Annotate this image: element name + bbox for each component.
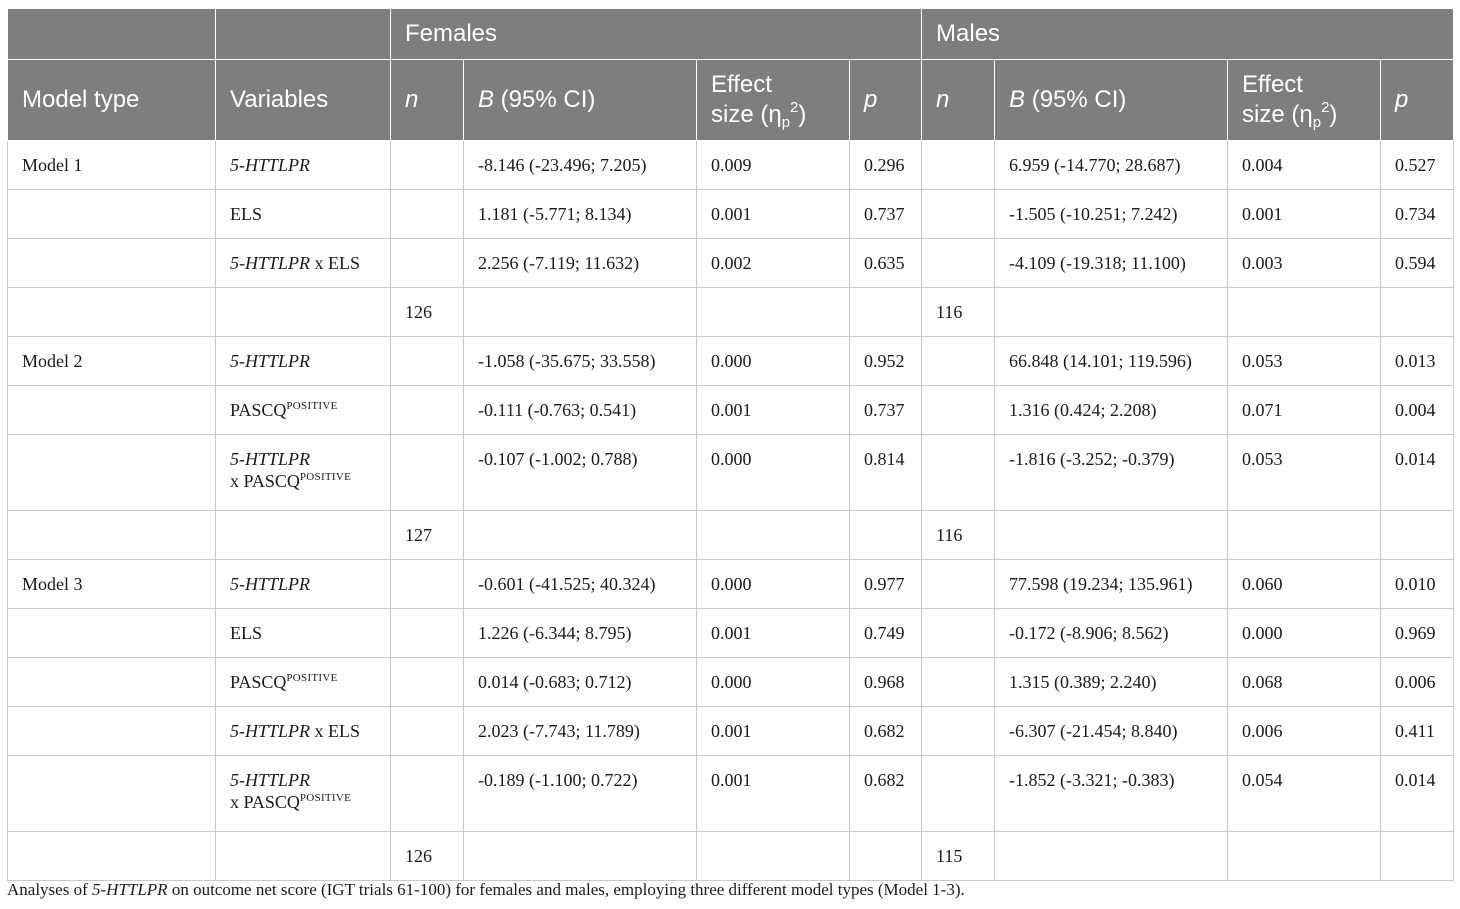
variable-cell: [216, 609, 391, 658]
table-row-n: [8, 832, 1454, 881]
variable-gene: 5-HTTLPR: [230, 574, 311, 594]
header-group-row: [8, 9, 1454, 60]
b-males-cell: -0.172 (-8.906; 8.562): [995, 609, 1228, 658]
model-type-cell: [8, 288, 216, 337]
variable-pascq: PASCQ: [243, 792, 300, 812]
effect-females-cell: 0.002: [697, 239, 850, 288]
p-males-cell: 0.594: [1381, 239, 1454, 288]
effect-females-cell: 0.001: [697, 756, 850, 832]
effect-females-cell: 0.001: [697, 707, 850, 756]
n-females-cell: [391, 141, 464, 190]
b-males-cell: -1.505 (-10.251; 7.242): [995, 190, 1228, 239]
table-row: [8, 756, 1454, 832]
variable-x-els: x ELS: [310, 253, 361, 273]
effect-females-cell: 0.000: [697, 560, 850, 609]
n-males-cell: 115: [922, 832, 995, 881]
header-males: Males: [922, 9, 1454, 60]
b-females-cell: [464, 832, 697, 881]
table-header: [8, 9, 1454, 141]
p-males-cell: 0.411: [1381, 707, 1454, 756]
effect-males-cell: 0.004: [1228, 141, 1381, 190]
b-females-cell: -0.107 (-1.002; 0.788): [464, 435, 697, 511]
variable-cell: [216, 337, 391, 386]
variable-pascq-sup: POSITIVE: [286, 400, 338, 412]
model-type-cell: [8, 832, 216, 881]
header-b-males: [995, 60, 1228, 141]
n-females-cell: [391, 609, 464, 658]
header-effect-close: ): [1329, 101, 1338, 128]
n-females-cell: [391, 239, 464, 288]
header-n-label: n: [936, 86, 950, 113]
header-p-label: p: [1395, 86, 1409, 113]
table-row-n: [8, 288, 1454, 337]
variable-els: ELS: [230, 623, 263, 643]
effect-males-cell: 0.068: [1228, 658, 1381, 707]
effect-males-cell: 0.060: [1228, 560, 1381, 609]
variable-cell: [216, 560, 391, 609]
variable-x-prefix: x: [230, 471, 244, 491]
n-females-cell: [391, 560, 464, 609]
header-p-males: [1381, 60, 1454, 141]
header-effect-sub: p: [1312, 114, 1322, 131]
p-females-cell: 0.952: [850, 337, 922, 386]
b-males-cell: 66.848 (14.101; 119.596): [995, 337, 1228, 386]
header-effect-line2: size (η: [1242, 101, 1313, 128]
results-table-container: [7, 8, 1453, 881]
b-females-cell: -8.146 (-23.496; 7.205): [464, 141, 697, 190]
variable-x-els: x ELS: [310, 721, 361, 741]
p-males-cell: 0.013: [1381, 337, 1454, 386]
header-effect-line2: size (η: [711, 101, 782, 128]
variable-gene: 5-HTTLPR: [230, 770, 311, 790]
effect-males-cell: [1228, 288, 1381, 337]
effect-males-cell: 0.054: [1228, 756, 1381, 832]
effect-males-cell: 0.001: [1228, 190, 1381, 239]
n-males-cell: [922, 141, 995, 190]
p-females-cell: 0.682: [850, 756, 922, 832]
p-males-cell: [1381, 511, 1454, 560]
variable-pascq: PASCQ: [230, 672, 287, 692]
n-males-cell: 116: [922, 288, 995, 337]
variable-gene: 5-HTTLPR: [230, 721, 311, 741]
header-effect-males: [1228, 60, 1381, 141]
b-females-cell: 1.181 (-5.771; 8.134): [464, 190, 697, 239]
variable-els: ELS: [230, 204, 263, 224]
variable-cell: [216, 288, 391, 337]
variable-pascq-sup: POSITIVE: [299, 471, 352, 483]
b-females-cell: 2.256 (-7.119; 11.632): [464, 239, 697, 288]
table-row: [8, 386, 1454, 435]
effect-females-cell: 0.001: [697, 386, 850, 435]
model-type-cell: [8, 756, 216, 832]
header-effect-sub: p: [781, 114, 791, 131]
variable-cell: [216, 190, 391, 239]
table-row: [8, 337, 1454, 386]
n-females-cell: [391, 756, 464, 832]
effect-females-cell: 0.000: [697, 337, 850, 386]
header-column-row: [8, 60, 1454, 141]
variable-cell: [216, 511, 391, 560]
variable-cell: [216, 435, 391, 511]
variable-gene: 5-HTTLPR: [230, 155, 311, 175]
n-males-cell: [922, 658, 995, 707]
header-effect-sup: 2: [790, 99, 799, 116]
model-type-cell: [8, 658, 216, 707]
results-table: [7, 8, 1454, 881]
b-males-cell: [995, 511, 1228, 560]
header-p-females: [850, 60, 922, 141]
effect-females-cell: 0.001: [697, 609, 850, 658]
n-males-cell: [922, 560, 995, 609]
effect-females-cell: [697, 511, 850, 560]
header-effect-close: ): [798, 101, 807, 128]
effect-females-cell: [697, 288, 850, 337]
model-type-cell: Model 2: [8, 337, 216, 386]
p-females-cell: [850, 832, 922, 881]
b-males-cell: 77.598 (19.234; 135.961): [995, 560, 1228, 609]
variable-gene: 5-HTTLPR: [230, 449, 311, 469]
effect-males-cell: 0.003: [1228, 239, 1381, 288]
variable-cell: [216, 707, 391, 756]
header-blank-cell: [8, 9, 216, 60]
header-n-males: [922, 60, 995, 141]
n-males-cell: [922, 386, 995, 435]
header-n-females: [391, 60, 464, 141]
model-type-cell: [8, 609, 216, 658]
n-females-cell: 126: [391, 832, 464, 881]
n-females-cell: [391, 435, 464, 511]
p-males-cell: 0.014: [1381, 756, 1454, 832]
variable-cell: [216, 239, 391, 288]
n-females-cell: [391, 707, 464, 756]
table-row: [8, 435, 1454, 511]
variable-pascq: PASCQ: [243, 471, 300, 491]
header-blank-cell: [216, 9, 391, 60]
b-females-cell: -0.189 (-1.100; 0.722): [464, 756, 697, 832]
model-type-cell: [8, 386, 216, 435]
p-males-cell: 0.734: [1381, 190, 1454, 239]
b-males-cell: -1.816 (-3.252; -0.379): [995, 435, 1228, 511]
effect-females-cell: 0.000: [697, 658, 850, 707]
b-females-cell: [464, 288, 697, 337]
header-variables: Variables: [216, 60, 391, 141]
variable-gene: 5-HTTLPR: [230, 351, 311, 371]
effect-males-cell: 0.053: [1228, 337, 1381, 386]
caption-post: on outcome net score (IGT trials 61-100) for females and males, employing three different model types (Model 1-3).: [167, 880, 965, 899]
b-males-cell: -1.852 (-3.321; -0.383): [995, 756, 1228, 832]
header-model-type: Model type: [8, 60, 216, 141]
header-females: Females: [391, 9, 922, 60]
p-females-cell: 0.737: [850, 190, 922, 239]
p-males-cell: 0.527: [1381, 141, 1454, 190]
b-females-cell: -1.058 (-35.675; 33.558): [464, 337, 697, 386]
p-females-cell: 0.737: [850, 386, 922, 435]
b-males-cell: 6.959 (-14.770; 28.687): [995, 141, 1228, 190]
p-males-cell: [1381, 832, 1454, 881]
effect-males-cell: 0.006: [1228, 707, 1381, 756]
n-males-cell: [922, 435, 995, 511]
b-females-cell: [464, 511, 697, 560]
n-females-cell: [391, 337, 464, 386]
p-females-cell: [850, 511, 922, 560]
variable-gene: 5-HTTLPR: [230, 253, 311, 273]
header-effect-line1: Effect: [1242, 71, 1303, 98]
p-males-cell: 0.014: [1381, 435, 1454, 511]
model-type-cell: Model 3: [8, 560, 216, 609]
header-effect-females: [697, 60, 850, 141]
n-females-cell: 126: [391, 288, 464, 337]
variable-x-prefix: x: [230, 792, 244, 812]
effect-females-cell: 0.009: [697, 141, 850, 190]
b-males-cell: -6.307 (-21.454; 8.840): [995, 707, 1228, 756]
n-females-cell: [391, 386, 464, 435]
p-females-cell: 0.814: [850, 435, 922, 511]
header-effect-sup: 2: [1321, 99, 1330, 116]
effect-males-cell: [1228, 511, 1381, 560]
model-type-cell: [8, 511, 216, 560]
variable-pascq: PASCQ: [230, 400, 287, 420]
effect-males-cell: [1228, 832, 1381, 881]
variable-cell: [216, 832, 391, 881]
table-row: [8, 560, 1454, 609]
variable-cell: [216, 658, 391, 707]
p-males-cell: 0.010: [1381, 560, 1454, 609]
table-row-n: [8, 511, 1454, 560]
caption-pre: Analyses of: [7, 880, 92, 899]
header-p-label: p: [864, 86, 878, 113]
header-b-females: [464, 60, 697, 141]
b-females-cell: 0.014 (-0.683; 0.712): [464, 658, 697, 707]
p-females-cell: 0.968: [850, 658, 922, 707]
table-row: [8, 609, 1454, 658]
n-males-cell: [922, 337, 995, 386]
n-males-cell: [922, 609, 995, 658]
n-males-cell: [922, 756, 995, 832]
p-males-cell: 0.969: [1381, 609, 1454, 658]
table-row: [8, 239, 1454, 288]
effect-females-cell: 0.000: [697, 435, 850, 511]
model-type-cell: [8, 707, 216, 756]
b-males-cell: [995, 832, 1228, 881]
effect-males-cell: 0.000: [1228, 609, 1381, 658]
model-type-cell: [8, 435, 216, 511]
p-males-cell: 0.006: [1381, 658, 1454, 707]
effect-males-cell: 0.053: [1228, 435, 1381, 511]
b-males-cell: -4.109 (-19.318; 11.100): [995, 239, 1228, 288]
header-effect-line1: Effect: [711, 71, 772, 98]
p-males-cell: 0.004: [1381, 386, 1454, 435]
effect-males-cell: 0.071: [1228, 386, 1381, 435]
effect-females-cell: 0.001: [697, 190, 850, 239]
b-females-cell: -0.601 (-41.525; 40.324): [464, 560, 697, 609]
model-type-cell: [8, 239, 216, 288]
variable-cell: [216, 756, 391, 832]
p-females-cell: 0.635: [850, 239, 922, 288]
b-females-cell: 2.023 (-7.743; 11.789): [464, 707, 697, 756]
b-females-cell: -0.111 (-0.763; 0.541): [464, 386, 697, 435]
variable-pascq-sup: POSITIVE: [286, 672, 338, 684]
effect-females-cell: [697, 832, 850, 881]
n-males-cell: [922, 190, 995, 239]
p-females-cell: [850, 288, 922, 337]
n-males-cell: [922, 239, 995, 288]
n-females-cell: 127: [391, 511, 464, 560]
header-b-symbol: B: [478, 86, 495, 113]
table-row: [8, 190, 1454, 239]
variable-cell: [216, 141, 391, 190]
header-b-rest: (95% CI): [494, 86, 596, 113]
caption-gene: 5-HTTLPR: [91, 880, 168, 899]
table-caption: [7, 880, 965, 900]
b-males-cell: 1.316 (0.424; 2.208): [995, 386, 1228, 435]
b-males-cell: [995, 288, 1228, 337]
variable-pascq-sup: POSITIVE: [299, 792, 352, 804]
table-body: [8, 141, 1454, 881]
p-females-cell: 0.749: [850, 609, 922, 658]
n-males-cell: 116: [922, 511, 995, 560]
variable-cell: [216, 386, 391, 435]
b-females-cell: 1.226 (-6.344; 8.795): [464, 609, 697, 658]
table-row: [8, 658, 1454, 707]
table-row: [8, 707, 1454, 756]
p-males-cell: [1381, 288, 1454, 337]
model-type-cell: Model 1: [8, 141, 216, 190]
n-females-cell: [391, 190, 464, 239]
header-n-label: n: [405, 86, 419, 113]
model-type-cell: [8, 190, 216, 239]
n-males-cell: [922, 707, 995, 756]
header-b-rest: (95% CI): [1025, 86, 1127, 113]
p-females-cell: 0.977: [850, 560, 922, 609]
table-row: [8, 141, 1454, 190]
b-males-cell: 1.315 (0.389; 2.240): [995, 658, 1228, 707]
header-b-symbol: B: [1009, 86, 1026, 113]
p-females-cell: 0.296: [850, 141, 922, 190]
n-females-cell: [391, 658, 464, 707]
p-females-cell: 0.682: [850, 707, 922, 756]
